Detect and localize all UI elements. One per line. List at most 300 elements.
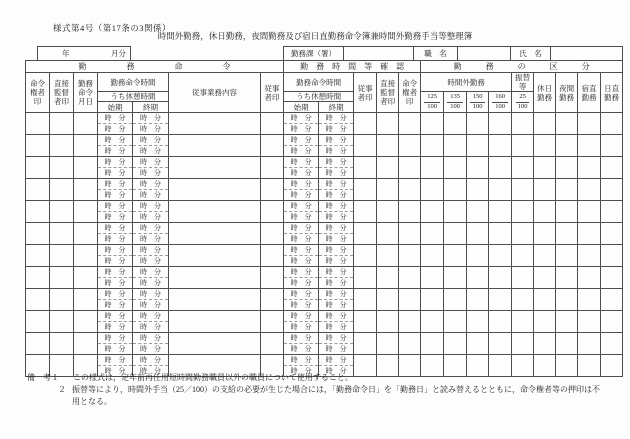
confirm-authority-seal-cell	[399, 113, 421, 135]
watch-duty-cell	[578, 157, 601, 179]
rate-25-cell	[512, 179, 534, 201]
order-start-rest-cell: 時 分	[98, 256, 133, 267]
order-worker-seal-cell	[261, 267, 284, 289]
entry-row	[26, 355, 623, 366]
entry-row	[26, 113, 623, 124]
confirm-start-time-cell: 時 分	[284, 245, 319, 256]
watch-duty-cell	[578, 113, 601, 135]
confirm-end-rest-cell: 時 分	[319, 168, 354, 179]
order-end-time-cell: 時 分	[133, 267, 169, 278]
order-start-rest-cell: 時 分	[98, 322, 133, 333]
day-watch-duty-cell	[601, 223, 623, 245]
work-description-cell	[169, 289, 261, 311]
order-start-rest-cell: 時 分	[98, 190, 133, 201]
order-worker-seal-cell	[261, 201, 284, 223]
rate-150-cell	[467, 267, 489, 289]
order-supervisor-seal-cell	[50, 289, 74, 311]
rate-150-cell	[467, 311, 489, 333]
rate-160-cell	[489, 289, 512, 311]
confirm-start-rest-cell: 時 分	[284, 212, 319, 223]
order-end-rest-cell: 時 分	[133, 300, 169, 311]
confirm-end-rest-cell: 時 分	[319, 124, 354, 135]
confirm-worker-seal-cell	[354, 289, 377, 311]
confirm-authority-seal-cell	[399, 223, 421, 245]
holiday-duty-cell	[534, 201, 556, 223]
confirm-end-rest-cell: 時 分	[319, 322, 354, 333]
col-order-rest-time: うち休憩時間	[98, 92, 169, 102]
form-body	[26, 113, 623, 377]
work-description-cell	[169, 113, 261, 135]
day-watch-duty-cell	[601, 245, 623, 267]
rate-150-cell	[467, 113, 489, 135]
year-label: 年	[62, 49, 70, 58]
order-supervisor-seal-cell	[50, 179, 74, 201]
confirm-supervisor-seal-cell	[377, 201, 399, 223]
confirm-supervisor-seal-cell	[377, 135, 399, 157]
col-group-shift: 振替等	[512, 73, 534, 92]
confirm-start-time-cell: 時 分	[284, 113, 319, 124]
order-worker-seal-cell	[261, 223, 284, 245]
rate-160-cell	[489, 333, 512, 355]
order-authority-seal-cell	[26, 201, 50, 223]
order-worker-seal-cell	[261, 135, 284, 157]
page-title: 時間外勤務，休日勤務，夜間勤務及び宿日直勤務命令簿兼時間外勤務手当等整理簿	[157, 31, 473, 41]
order-end-time-cell: 時 分	[133, 179, 169, 190]
col-order-worker-seal: 従事 者印	[261, 73, 284, 113]
rate-160-cell	[489, 201, 512, 223]
order-supervisor-seal-cell	[50, 311, 74, 333]
order-authority-seal-cell	[26, 333, 50, 355]
rate-160-cell	[489, 223, 512, 245]
holiday-duty-cell	[534, 245, 556, 267]
order-worker-seal-cell	[261, 311, 284, 333]
confirm-end-rest-cell: 時 分	[319, 256, 354, 267]
order-supervisor-seal-cell	[50, 135, 74, 157]
holiday-duty-cell	[534, 113, 556, 135]
rate-125-cell	[421, 333, 444, 355]
confirm-supervisor-seal-cell	[377, 267, 399, 289]
order-start-time-cell: 時 分	[98, 267, 133, 278]
night-duty-cell	[556, 311, 578, 333]
order-end-time-cell: 時 分	[133, 157, 169, 168]
order-end-rest-cell: 時 分	[133, 124, 169, 135]
entry-row	[26, 223, 623, 234]
order-start-rest-cell: 時 分	[98, 300, 133, 311]
confirm-start-time-cell: 時 分	[284, 289, 319, 300]
col-order-authority-seal: 命令 権者 印	[26, 73, 50, 113]
confirm-worker-seal-cell	[354, 113, 377, 135]
rate-125-cell	[421, 311, 444, 333]
confirm-end-time-cell: 時 分	[319, 113, 354, 124]
watch-duty-cell	[578, 333, 601, 355]
order-start-time-cell: 時 分	[98, 245, 133, 256]
rate-135-cell	[444, 289, 467, 311]
confirm-end-rest-cell: 時 分	[319, 278, 354, 289]
rate-fraction: $\frac{135}{100}$	[447, 93, 463, 111]
col-holiday-duty: 休日 勤務	[534, 73, 556, 113]
night-duty-cell	[556, 289, 578, 311]
col-night-duty: 夜間 勤務	[556, 73, 578, 113]
col-day-watch-duty: 日直 勤務	[601, 73, 623, 113]
order-start-time-cell: 時 分	[98, 289, 133, 300]
watch-duty-cell	[578, 267, 601, 289]
col-confirm-start: 始期	[284, 102, 319, 113]
confirm-end-time-cell: 時 分	[319, 289, 354, 300]
order-date-cell	[74, 267, 98, 289]
order-supervisor-seal-cell	[50, 113, 74, 135]
order-start-time-cell: 時 分	[98, 201, 133, 212]
order-authority-seal-cell	[26, 289, 50, 311]
confirm-start-rest-cell: 時 分	[284, 168, 319, 179]
order-end-rest-cell: 時 分	[133, 322, 169, 333]
rate-135-cell	[444, 333, 467, 355]
col-order-start: 始期	[98, 102, 133, 113]
confirm-start-time-cell: 時 分	[284, 201, 319, 212]
rate-25-cell	[512, 333, 534, 355]
confirm-start-rest-cell: 時 分	[284, 278, 319, 289]
rate-125-cell	[421, 135, 444, 157]
rate-25-cell	[512, 311, 534, 333]
confirm-authority-seal-cell	[399, 289, 421, 311]
order-end-rest-cell: 時 分	[133, 190, 169, 201]
rate-25-cell	[512, 223, 534, 245]
order-date-cell	[74, 157, 98, 179]
confirm-end-rest-cell: 時 分	[319, 146, 354, 157]
col-work-description: 従事業務内容	[169, 73, 261, 113]
confirm-start-rest-cell: 時 分	[284, 322, 319, 333]
confirm-start-rest-cell: 時 分	[284, 300, 319, 311]
rate-160-cell	[489, 179, 512, 201]
day-watch-duty-cell	[601, 333, 623, 355]
col-confirm-worker-seal: 従事 者印	[354, 73, 377, 113]
entry-row	[26, 311, 623, 322]
rate-25-cell	[512, 267, 534, 289]
rate-125-cell	[421, 289, 444, 311]
confirm-start-time-cell: 時 分	[284, 135, 319, 146]
confirm-authority-seal-cell	[399, 179, 421, 201]
confirm-worker-seal-cell	[354, 179, 377, 201]
watch-duty-cell	[578, 179, 601, 201]
confirm-start-time-cell: 時 分	[284, 223, 319, 234]
order-end-time-cell: 時 分	[133, 113, 169, 124]
section-header-category: 勤 務 の 区 分	[421, 61, 623, 73]
position-label: 職 名	[413, 46, 458, 61]
night-duty-cell	[556, 201, 578, 223]
remark-2-text: 振替等により，時間外手当（25／100）の支給の必要が生じた場合には，「勤務命令日」を「勤務日」と読み替えるとともに，命令権者等の押印は不用となる。	[72, 385, 600, 406]
confirm-supervisor-seal-cell	[377, 333, 399, 355]
section-header-confirm: 勤 務 時 間 等 確 認	[284, 61, 421, 73]
rate-25-cell	[512, 157, 534, 179]
order-date-cell	[74, 201, 98, 223]
rate-150-cell	[467, 157, 489, 179]
rate-25-cell	[512, 289, 534, 311]
rate-fraction: $\frac{25}{100}$	[517, 93, 528, 110]
order-start-time-cell: 時 分	[98, 179, 133, 190]
holiday-duty-cell	[534, 135, 556, 157]
confirm-worker-seal-cell	[354, 333, 377, 355]
order-worker-seal-cell	[261, 333, 284, 355]
order-end-time-cell: 時 分	[133, 289, 169, 300]
rate-fraction: $\frac{160}{100}$	[492, 93, 508, 111]
remark-2	[27, 384, 623, 408]
remark-2-number: ２	[58, 385, 66, 394]
order-supervisor-seal-cell	[50, 267, 74, 289]
watch-duty-cell	[578, 135, 601, 157]
rate-135-cell	[444, 157, 467, 179]
entry-row	[26, 333, 623, 344]
col-confirm-order-time: 勤務命令時間	[284, 73, 354, 92]
section-label: 勤務課（署）	[283, 46, 344, 61]
rate-25-cell	[512, 201, 534, 223]
confirm-authority-seal-cell	[399, 135, 421, 157]
rate-150-cell	[467, 333, 489, 355]
night-duty-cell	[556, 113, 578, 135]
rate-125-cell	[421, 113, 444, 135]
confirm-end-time-cell: 時 分	[319, 201, 354, 212]
confirm-end-rest-cell: 時 分	[319, 190, 354, 201]
rate-150-cell	[467, 201, 489, 223]
col-order-supervisor-seal: 直接 監督 者印	[50, 73, 74, 113]
rate-135-cell	[444, 245, 467, 267]
confirm-start-time-cell: 時 分	[284, 179, 319, 190]
rate-fraction: $\frac{150}{100}$	[470, 93, 486, 111]
order-start-time-cell: 時 分	[98, 113, 133, 124]
order-authority-seal-cell	[26, 113, 50, 135]
holiday-duty-cell	[534, 333, 556, 355]
confirm-worker-seal-cell	[354, 201, 377, 223]
confirm-end-time-cell: 時 分	[319, 135, 354, 146]
confirm-start-rest-cell: 時 分	[284, 234, 319, 245]
confirm-end-time-cell: 時 分	[319, 311, 354, 322]
confirm-start-rest-cell: 時 分	[284, 344, 319, 355]
night-duty-cell	[556, 223, 578, 245]
confirm-authority-seal-cell	[399, 245, 421, 267]
order-supervisor-seal-cell	[50, 223, 74, 245]
order-start-time-cell: 時 分	[98, 135, 133, 146]
rate-160-cell	[489, 311, 512, 333]
day-watch-duty-cell	[601, 157, 623, 179]
night-duty-cell	[556, 267, 578, 289]
order-end-time-cell: 時 分	[133, 311, 169, 322]
confirm-supervisor-seal-cell	[377, 157, 399, 179]
confirm-worker-seal-cell	[354, 267, 377, 289]
confirm-authority-seal-cell	[399, 333, 421, 355]
order-authority-seal-cell	[26, 179, 50, 201]
confirm-start-time-cell: 時 分	[284, 355, 319, 366]
order-authority-seal-cell	[26, 223, 50, 245]
col-order-time: 勤務命令時間	[98, 73, 169, 92]
rate-135-cell	[444, 267, 467, 289]
rate-25-cell	[512, 113, 534, 135]
rate-135-cell	[444, 135, 467, 157]
day-watch-duty-cell	[601, 179, 623, 201]
rate-150-cell	[467, 289, 489, 311]
position-value-field	[457, 46, 511, 61]
order-worker-seal-cell	[261, 289, 284, 311]
order-supervisor-seal-cell	[50, 157, 74, 179]
confirm-worker-seal-cell	[354, 245, 377, 267]
order-date-cell	[74, 289, 98, 311]
order-end-rest-cell: 時 分	[133, 278, 169, 289]
confirm-end-time-cell: 時 分	[319, 179, 354, 190]
order-end-time-cell: 時 分	[133, 135, 169, 146]
entry-row	[26, 267, 623, 278]
rate-125-cell	[421, 245, 444, 267]
order-worker-seal-cell	[261, 245, 284, 267]
rate-135-cell	[444, 201, 467, 223]
holiday-duty-cell	[534, 157, 556, 179]
rate-150-cell	[467, 245, 489, 267]
confirm-start-time-cell: 時 分	[284, 333, 319, 344]
work-description-cell	[169, 135, 261, 157]
order-authority-seal-cell	[26, 267, 50, 289]
col-group-overtime: 時間外勤務	[421, 73, 512, 92]
order-start-rest-cell: 時 分	[98, 212, 133, 223]
rate-125-cell	[421, 179, 444, 201]
night-duty-cell	[556, 135, 578, 157]
order-start-rest-cell: 時 分	[98, 168, 133, 179]
rate-fraction: $\frac{125}{100}$	[424, 93, 440, 111]
order-date-cell	[74, 135, 98, 157]
order-start-rest-cell: 時 分	[98, 234, 133, 245]
section-header-order: 勤 務 命 令	[26, 61, 284, 73]
work-description-cell	[169, 179, 261, 201]
order-start-time-cell: 時 分	[98, 157, 133, 168]
confirm-supervisor-seal-cell	[377, 179, 399, 201]
order-start-rest-cell: 時 分	[98, 124, 133, 135]
confirm-end-rest-cell: 時 分	[319, 300, 354, 311]
confirm-start-rest-cell: 時 分	[284, 124, 319, 135]
order-authority-seal-cell	[26, 157, 50, 179]
confirm-start-rest-cell: 時 分	[284, 190, 319, 201]
rate-125-cell	[421, 201, 444, 223]
confirm-end-time-cell: 時 分	[319, 355, 354, 366]
confirm-supervisor-seal-cell	[377, 311, 399, 333]
order-authority-seal-cell	[26, 245, 50, 267]
col-order-date: 勤務 命令 月日	[74, 73, 98, 113]
entry-row	[26, 201, 623, 212]
order-worker-seal-cell	[261, 179, 284, 201]
rate-135-cell	[444, 223, 467, 245]
day-watch-duty-cell	[601, 135, 623, 157]
confirm-worker-seal-cell	[354, 157, 377, 179]
day-watch-duty-cell	[601, 201, 623, 223]
holiday-duty-cell	[534, 289, 556, 311]
rate-25-cell	[512, 245, 534, 267]
order-start-rest-cell: 時 分	[98, 344, 133, 355]
remarks	[27, 372, 623, 408]
confirm-authority-seal-cell	[399, 311, 421, 333]
col-rate-150	[467, 92, 489, 113]
confirm-supervisor-seal-cell	[377, 245, 399, 267]
order-start-time-cell: 時 分	[98, 223, 133, 234]
work-description-cell	[169, 201, 261, 223]
order-authority-seal-cell	[26, 311, 50, 333]
order-end-rest-cell: 時 分	[133, 366, 169, 377]
confirm-supervisor-seal-cell	[377, 289, 399, 311]
rate-160-cell	[489, 245, 512, 267]
day-watch-duty-cell	[601, 113, 623, 135]
confirm-worker-seal-cell	[354, 311, 377, 333]
holiday-duty-cell	[534, 179, 556, 201]
watch-duty-cell	[578, 311, 601, 333]
confirm-start-rest-cell: 時 分	[284, 256, 319, 267]
entry-row	[26, 179, 623, 190]
night-duty-cell	[556, 157, 578, 179]
col-confirm-end: 終期	[319, 102, 354, 113]
rate-135-cell	[444, 311, 467, 333]
year-month-box	[37, 46, 131, 61]
form-number: 様式第4号（第17条の3関係）	[53, 23, 172, 33]
order-end-rest-cell: 時 分	[133, 212, 169, 223]
order-end-time-cell: 時 分	[133, 223, 169, 234]
confirm-authority-seal-cell	[399, 267, 421, 289]
work-description-cell	[169, 223, 261, 245]
confirm-end-time-cell: 時 分	[319, 245, 354, 256]
col-rate-125	[421, 92, 444, 113]
order-date-cell	[74, 179, 98, 201]
order-date-cell	[74, 245, 98, 267]
order-end-rest-cell: 時 分	[133, 146, 169, 157]
order-date-cell	[74, 113, 98, 135]
confirm-end-time-cell: 時 分	[319, 157, 354, 168]
rate-160-cell	[489, 157, 512, 179]
watch-duty-cell	[578, 201, 601, 223]
order-end-time-cell: 時 分	[133, 333, 169, 344]
table-header	[26, 61, 623, 113]
name-value-field	[550, 46, 623, 61]
confirm-start-time-cell: 時 分	[284, 157, 319, 168]
entry-row	[26, 245, 623, 256]
rate-150-cell	[467, 179, 489, 201]
confirm-end-time-cell: 時 分	[319, 333, 354, 344]
order-authority-seal-cell	[26, 135, 50, 157]
order-end-time-cell: 時 分	[133, 355, 169, 366]
night-duty-cell	[556, 179, 578, 201]
rate-160-cell	[489, 267, 512, 289]
day-watch-duty-cell	[601, 289, 623, 311]
confirm-authority-seal-cell	[399, 201, 421, 223]
day-watch-duty-cell	[601, 311, 623, 333]
work-description-cell	[169, 333, 261, 355]
watch-duty-cell	[578, 223, 601, 245]
confirm-worker-seal-cell	[354, 135, 377, 157]
confirm-start-rest-cell: 時 分	[284, 366, 319, 377]
order-end-time-cell: 時 分	[133, 245, 169, 256]
order-start-time-cell: 時 分	[98, 311, 133, 322]
confirm-start-time-cell: 時 分	[284, 267, 319, 278]
name-label: 氏 名	[510, 46, 551, 61]
order-date-cell	[74, 333, 98, 355]
night-duty-cell	[556, 333, 578, 355]
order-end-rest-cell: 時 分	[133, 256, 169, 267]
confirm-end-rest-cell: 時 分	[319, 344, 354, 355]
col-confirm-rest-time: うち休憩時間	[284, 92, 354, 102]
confirm-supervisor-seal-cell	[377, 223, 399, 245]
order-start-rest-cell: 時 分	[98, 146, 133, 157]
col-order-end: 終期	[133, 102, 169, 113]
rate-135-cell	[444, 113, 467, 135]
rate-150-cell	[467, 135, 489, 157]
rate-125-cell	[421, 157, 444, 179]
work-description-cell	[169, 245, 261, 267]
order-supervisor-seal-cell	[50, 201, 74, 223]
order-end-rest-cell: 時 分	[133, 344, 169, 355]
order-end-time-cell: 時 分	[133, 201, 169, 212]
remark-1-text: この様式は，定年前再任用短時間勤務職員以外の職員について使用すること。	[73, 373, 353, 382]
col-rate-135	[444, 92, 467, 113]
rate-125-cell	[421, 267, 444, 289]
